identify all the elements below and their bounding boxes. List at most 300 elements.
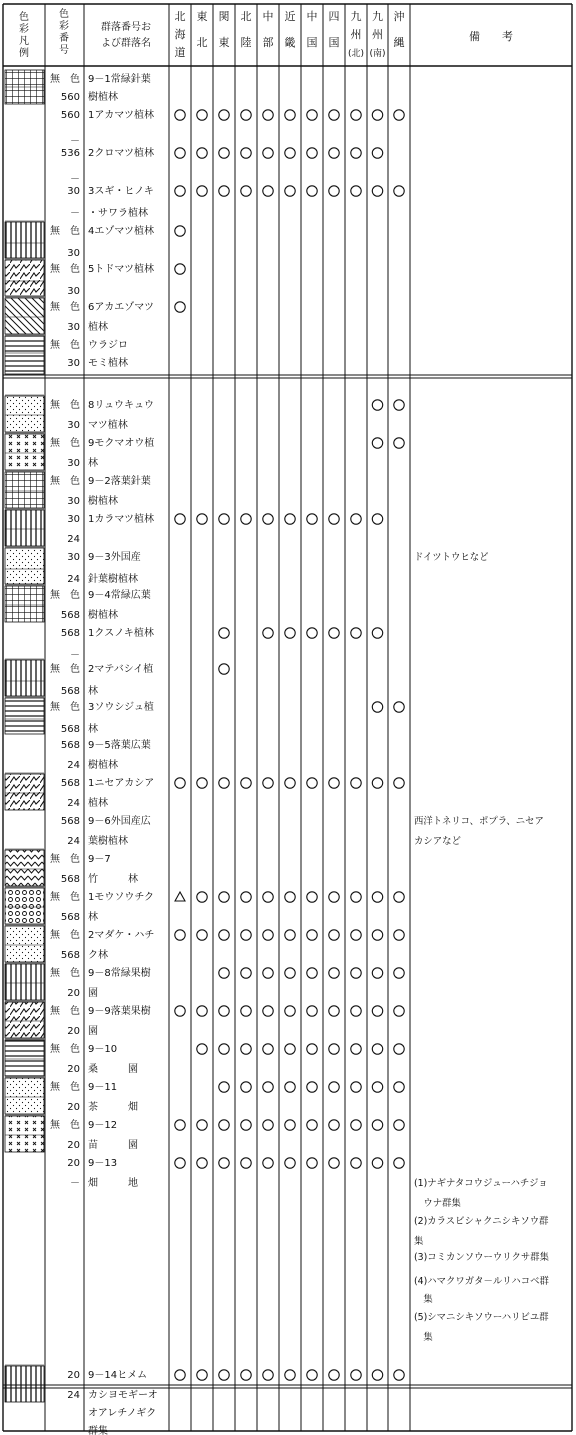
community-name: マツ植林 <box>88 420 128 431</box>
color-number: 568 <box>60 950 80 961</box>
present-mark-circle <box>219 1120 229 1130</box>
color-number: 20 <box>67 1140 80 1151</box>
present-mark-circle <box>241 186 251 196</box>
present-mark-circle <box>372 702 382 712</box>
color-number: 536 <box>60 148 80 159</box>
color-number: 568 <box>60 778 80 789</box>
community-name: ・サワラ植林 <box>88 208 148 219</box>
color-number: 無 色 <box>50 264 80 275</box>
color-number: 無 色 <box>50 892 80 903</box>
remark-text: ウナ群集 <box>414 1198 461 1209</box>
present-mark-circle <box>394 1006 404 1016</box>
legend-pattern-swatch <box>5 510 44 546</box>
present-mark-circle <box>263 968 273 978</box>
present-mark-circle <box>175 1006 185 1016</box>
community-name: 9－6外国産広 <box>88 816 151 827</box>
community-name: 9－14ヒメム <box>88 1370 148 1381</box>
community-name: 林 <box>88 458 98 469</box>
legend-pattern-swatch <box>5 1040 44 1076</box>
present-mark-circle <box>372 110 382 120</box>
community-name: 9モクマオウ植 <box>88 438 155 449</box>
community-name: 9－5落葉広葉 <box>88 740 151 751</box>
present-mark-circle <box>197 514 207 524</box>
present-mark-circle <box>394 1158 404 1168</box>
color-number: 無 色 <box>50 1006 80 1017</box>
community-name-header: 群落番号お <box>101 22 151 33</box>
legend-pattern-swatch <box>5 964 44 1000</box>
present-mark-circle <box>307 628 317 638</box>
color-number: 20 <box>67 1370 80 1381</box>
present-mark-circle <box>241 1158 251 1168</box>
region-header-9: 九 <box>372 10 383 23</box>
present-mark-circle <box>263 1006 273 1016</box>
present-mark-circle <box>263 1370 273 1380</box>
present-mark-circle <box>394 892 404 902</box>
present-mark-circle <box>219 892 229 902</box>
present-mark-circle <box>307 892 317 902</box>
community-name: 葉樹植林 <box>88 836 128 847</box>
color-number: 無 色 <box>50 1120 80 1131</box>
community-name: 9－8常緑果樹 <box>88 968 151 979</box>
region-header-10: 縄 <box>393 36 405 49</box>
present-mark-circle <box>241 1370 251 1380</box>
region-header-10: 沖 <box>393 10 405 23</box>
region-header-4: 中 <box>262 10 274 23</box>
legend-pattern-swatch <box>5 926 44 962</box>
present-mark-circle <box>329 1158 339 1168</box>
community-name: 樹植林 <box>88 760 118 771</box>
present-mark-circle <box>394 438 404 448</box>
remarks-header: 備 考 <box>469 30 513 43</box>
community-name: 6アカエゾマツ <box>88 302 154 313</box>
present-mark-circle <box>372 148 382 158</box>
remark-text: 集 <box>414 1236 424 1247</box>
present-mark-circle <box>241 148 251 158</box>
present-mark-circle <box>394 930 404 940</box>
community-name: 4エゾマツ植林 <box>88 226 155 237</box>
present-mark-circle <box>263 778 273 788</box>
present-mark-circle <box>394 702 404 712</box>
legend-pattern-swatch <box>5 850 44 886</box>
community-name: 樹植林 <box>88 92 118 103</box>
present-mark-circle <box>307 1158 317 1168</box>
legend-pattern-swatch <box>5 472 44 508</box>
present-mark-circle <box>307 1044 317 1054</box>
present-mark-circle <box>241 1120 251 1130</box>
present-mark-circle <box>372 1006 382 1016</box>
present-mark-circle <box>219 1082 229 1092</box>
color-number: 560 <box>60 110 80 121</box>
present-mark-circle <box>307 110 317 120</box>
region-header-7: 国 <box>328 36 340 49</box>
present-mark-circle <box>372 186 382 196</box>
present-mark-circle <box>329 110 339 120</box>
present-mark-circle <box>175 1158 185 1168</box>
color-number: 無 色 <box>50 302 80 313</box>
present-mark-circle <box>351 968 361 978</box>
present-mark-circle <box>263 892 273 902</box>
present-mark-circle <box>394 1044 404 1054</box>
present-mark-circle <box>285 930 295 940</box>
region-header-3: 北 <box>240 10 252 23</box>
community-name: 園 <box>88 1026 98 1037</box>
remark-text: カシアなど <box>414 836 461 847</box>
present-mark-circle <box>263 148 273 158</box>
present-mark-circle <box>263 1120 273 1130</box>
color-number: 568 <box>60 610 80 621</box>
present-mark-circle <box>351 892 361 902</box>
color-number: 30 <box>67 420 80 431</box>
present-mark-circle <box>175 1370 185 1380</box>
remark-text: 集 <box>414 1294 433 1305</box>
present-mark-circle <box>307 1120 317 1130</box>
present-mark-circle <box>263 110 273 120</box>
community-name: 竹 林 <box>88 874 138 885</box>
color-number: 30 <box>67 186 80 197</box>
present-mark-circle <box>219 1158 229 1168</box>
color-number: 568 <box>60 874 80 885</box>
present-mark-circle <box>285 186 295 196</box>
present-mark-circle <box>263 514 273 524</box>
present-mark-circle <box>351 1006 361 1016</box>
region-header-0: 海 <box>174 28 186 41</box>
color-number: 560 <box>60 92 80 103</box>
community-name: 2マテバシイ植 <box>88 664 154 675</box>
present-mark-circle <box>372 1158 382 1168</box>
community-name: 林 <box>88 724 98 735</box>
community-name: 植林 <box>88 322 108 333</box>
region-header-5: 近 <box>284 10 296 23</box>
present-mark-circle <box>219 628 229 638</box>
present-mark-circle <box>241 514 251 524</box>
present-mark-circle <box>241 930 251 940</box>
present-mark-circle <box>372 628 382 638</box>
present-mark-circle <box>263 1082 273 1092</box>
present-mark-circle <box>175 302 185 312</box>
present-mark-circle <box>372 930 382 940</box>
present-mark-circle <box>285 110 295 120</box>
present-mark-circle <box>241 1044 251 1054</box>
present-mark-circle <box>307 968 317 978</box>
present-mark-circle <box>285 514 295 524</box>
present-mark-circle <box>219 514 229 524</box>
region-header-1: 東 <box>196 10 208 23</box>
color-number: － <box>70 136 80 147</box>
color-number: 568 <box>60 686 80 697</box>
legend-pattern-swatch <box>5 888 44 924</box>
community-name: 林 <box>88 912 98 923</box>
color-number: 無 色 <box>50 930 80 941</box>
present-mark-circle <box>197 930 207 940</box>
color-number: 無 色 <box>50 74 80 85</box>
community-name: カシヨモギーオ <box>88 1390 158 1401</box>
color-number-header-char: 号 <box>59 45 69 56</box>
color-number: 24 <box>67 760 80 771</box>
present-mark-circle <box>197 1006 207 1016</box>
present-mark-circle <box>263 628 273 638</box>
present-mark-circle <box>175 930 185 940</box>
present-mark-circle <box>175 148 185 158</box>
present-mark-circle <box>329 968 339 978</box>
color-number-header-char: 彩 <box>59 21 69 32</box>
present-mark-circle <box>175 110 185 120</box>
community-name: 5トドマツ植林 <box>88 264 155 275</box>
region-header-1: 北 <box>196 36 208 49</box>
present-mark-circle <box>351 778 361 788</box>
present-mark-circle <box>394 968 404 978</box>
color-number: 無 色 <box>50 968 80 979</box>
present-mark-circle <box>219 930 229 940</box>
region-header-9: (南) <box>369 49 386 59</box>
region-header-8: 九 <box>350 10 362 23</box>
present-mark-circle <box>175 264 185 274</box>
present-mark-circle <box>219 778 229 788</box>
community-name: モミ植林 <box>88 358 128 369</box>
legend-header-char: 彩 <box>19 24 29 35</box>
region-header-6: 国 <box>306 36 318 49</box>
color-number: 24 <box>67 1390 80 1401</box>
legend-header-char: 凡 <box>19 36 29 47</box>
present-mark-circle <box>329 778 339 788</box>
color-number: 30 <box>67 552 80 563</box>
color-number: 無 色 <box>50 590 80 601</box>
present-mark-circle <box>263 1044 273 1054</box>
region-header-2: 東 <box>218 36 230 49</box>
community-name: 苗 園 <box>88 1140 138 1151</box>
present-mark-circle <box>394 1120 404 1130</box>
present-mark-circle <box>175 226 185 236</box>
present-mark-circle <box>372 1120 382 1130</box>
present-mark-circle <box>197 110 207 120</box>
present-mark-circle <box>219 186 229 196</box>
legend-header-char: 色 <box>19 12 29 23</box>
present-mark-circle <box>372 778 382 788</box>
present-mark-circle <box>372 892 382 902</box>
present-mark-circle <box>285 148 295 158</box>
region-header-0: 北 <box>174 10 186 23</box>
present-mark-circle <box>197 892 207 902</box>
present-mark-circle <box>329 148 339 158</box>
present-mark-circle <box>285 1120 295 1130</box>
present-mark-circle <box>263 930 273 940</box>
community-name: 2マダケ・ハチ <box>88 930 155 941</box>
community-name: 群集 <box>88 1426 108 1435</box>
present-mark-circle <box>372 1370 382 1380</box>
color-number: 無 色 <box>50 476 80 487</box>
present-mark-circle <box>219 148 229 158</box>
present-mark-circle <box>197 1044 207 1054</box>
remark-text: (2)カラスビシャクニシキソウ群 <box>414 1216 549 1227</box>
color-number: 30 <box>67 286 80 297</box>
remark-text: (3)コミカンソウーウリクサ群集 <box>414 1252 549 1263</box>
community-name: 8リュウキュウ <box>88 400 155 411</box>
legend-pattern-swatch <box>5 298 44 334</box>
color-number: 無 色 <box>50 340 80 351</box>
present-mark-circle <box>175 778 185 788</box>
community-name: 桑 園 <box>88 1064 138 1075</box>
remark-text: ドイツトウヒなど <box>414 552 489 563</box>
legend-pattern-swatch <box>5 434 44 470</box>
present-mark-circle <box>351 930 361 940</box>
color-number-header-char: 番 <box>59 33 69 44</box>
community-name: 1カラマツ植林 <box>88 514 155 525</box>
legend-pattern-swatch <box>5 548 44 584</box>
present-mark-circle <box>329 892 339 902</box>
community-name: 9－1常緑針葉 <box>88 74 151 85</box>
present-mark-circle <box>329 186 339 196</box>
legend-pattern-swatch <box>5 1366 44 1402</box>
color-number: 20 <box>67 988 80 999</box>
present-mark-circle <box>307 930 317 940</box>
table-body <box>5 70 550 1435</box>
present-mark-circle <box>219 664 229 674</box>
community-name: 樹植林 <box>88 610 118 621</box>
present-mark-circle <box>197 1370 207 1380</box>
community-name: ク林 <box>88 950 108 961</box>
present-mark-circle <box>219 110 229 120</box>
present-mark-circle <box>329 1370 339 1380</box>
present-mark-circle <box>197 778 207 788</box>
present-mark-circle <box>351 1120 361 1130</box>
color-number: 無 色 <box>50 438 80 449</box>
present-mark-circle <box>219 968 229 978</box>
present-mark-circle <box>351 110 361 120</box>
present-mark-circle <box>241 892 251 902</box>
present-mark-circle <box>285 1044 295 1054</box>
color-number: 30 <box>67 496 80 507</box>
present-mark-circle <box>307 186 317 196</box>
present-mark-circle <box>263 186 273 196</box>
present-mark-circle <box>329 514 339 524</box>
legend-pattern-swatch <box>5 698 44 734</box>
color-number: 30 <box>67 514 80 525</box>
color-number: 無 色 <box>50 664 80 675</box>
present-mark-circle <box>372 968 382 978</box>
legend-pattern-swatch <box>5 336 44 374</box>
present-mark-circle <box>263 1158 273 1168</box>
color-number: 568 <box>60 740 80 751</box>
community-name: 2クロマツ植林 <box>88 148 155 159</box>
present-mark-circle <box>351 514 361 524</box>
present-mark-circle <box>241 968 251 978</box>
partial-mark-triangle <box>175 892 185 901</box>
present-mark-circle <box>351 1082 361 1092</box>
color-number: 20 <box>67 1026 80 1037</box>
present-mark-circle <box>351 148 361 158</box>
present-mark-circle <box>372 514 382 524</box>
color-number: 568 <box>60 816 80 827</box>
color-number: － <box>70 174 80 185</box>
present-mark-circle <box>372 400 382 410</box>
community-name: 9－11 <box>88 1082 118 1093</box>
present-mark-circle <box>372 438 382 448</box>
present-mark-circle <box>285 1082 295 1092</box>
color-number: 30 <box>67 458 80 469</box>
community-name: 1ニセアカシア <box>88 778 155 789</box>
color-number: 20 <box>67 1064 80 1075</box>
legend-pattern-swatch <box>5 70 44 104</box>
present-mark-circle <box>329 1006 339 1016</box>
present-mark-circle <box>307 1082 317 1092</box>
community-name: 畑 地 <box>88 1178 138 1189</box>
community-name: オアレチノギク <box>88 1408 157 1419</box>
present-mark-circle <box>394 778 404 788</box>
present-mark-circle <box>175 186 185 196</box>
community-name: 3スギ・ヒノキ <box>88 186 154 197</box>
present-mark-circle <box>285 628 295 638</box>
color-number: 無 色 <box>50 1044 80 1055</box>
present-mark-circle <box>307 778 317 788</box>
region-header-9: 州 <box>372 28 383 41</box>
present-mark-circle <box>351 628 361 638</box>
present-mark-circle <box>219 1370 229 1380</box>
present-mark-circle <box>197 1158 207 1168</box>
present-mark-circle <box>219 1044 229 1054</box>
color-number: 無 色 <box>50 854 80 865</box>
legend-pattern-swatch <box>5 260 44 296</box>
remark-text: 集 <box>414 1332 433 1343</box>
present-mark-circle <box>175 1120 185 1130</box>
present-mark-circle <box>197 186 207 196</box>
community-name: 9－2落葉針葉 <box>88 476 151 487</box>
region-header-2: 関 <box>218 10 230 23</box>
present-mark-circle <box>394 186 404 196</box>
color-number: 無 色 <box>50 1082 80 1093</box>
present-mark-circle <box>285 1158 295 1168</box>
present-mark-circle <box>394 1082 404 1092</box>
community-name: 9－4常緑広葉 <box>88 590 151 601</box>
present-mark-circle <box>307 1006 317 1016</box>
legend-pattern-swatch <box>5 222 44 258</box>
color-number: 20 <box>67 1102 80 1113</box>
legend-pattern-swatch <box>5 660 44 696</box>
present-mark-circle <box>175 514 185 524</box>
community-name: 9－12 <box>88 1120 118 1131</box>
present-mark-circle <box>285 892 295 902</box>
color-number-header-char: 色 <box>59 9 69 20</box>
region-header-8: 州 <box>350 28 362 41</box>
present-mark-circle <box>329 1082 339 1092</box>
community-name: 針葉樹植林 <box>88 574 138 585</box>
present-mark-circle <box>372 1044 382 1054</box>
color-number: 30 <box>67 248 80 259</box>
community-name: 9－13 <box>88 1158 118 1169</box>
community-name: 樹植林 <box>88 496 118 507</box>
color-number: 568 <box>60 628 80 639</box>
color-number: 24 <box>67 836 80 847</box>
present-mark-circle <box>285 778 295 788</box>
region-header-4: 部 <box>262 36 274 49</box>
community-name: 9－10 <box>88 1044 118 1055</box>
legend-pattern-swatch <box>5 774 44 810</box>
community-name: 園 <box>88 988 98 999</box>
present-mark-circle <box>351 1044 361 1054</box>
color-number: 無 色 <box>50 226 80 237</box>
present-mark-circle <box>197 1120 207 1130</box>
present-mark-circle <box>307 1370 317 1380</box>
present-mark-circle <box>241 778 251 788</box>
legend-pattern-swatch <box>5 1116 44 1152</box>
color-number: 30 <box>67 322 80 333</box>
color-number: 30 <box>67 358 80 369</box>
present-mark-circle <box>351 1370 361 1380</box>
present-mark-circle <box>219 1006 229 1016</box>
color-number: 568 <box>60 724 80 735</box>
present-mark-circle <box>394 1370 404 1380</box>
community-name: 茶 畑 <box>88 1102 138 1113</box>
table-header <box>19 7 513 59</box>
community-name: 9－3外国産 <box>88 552 141 563</box>
